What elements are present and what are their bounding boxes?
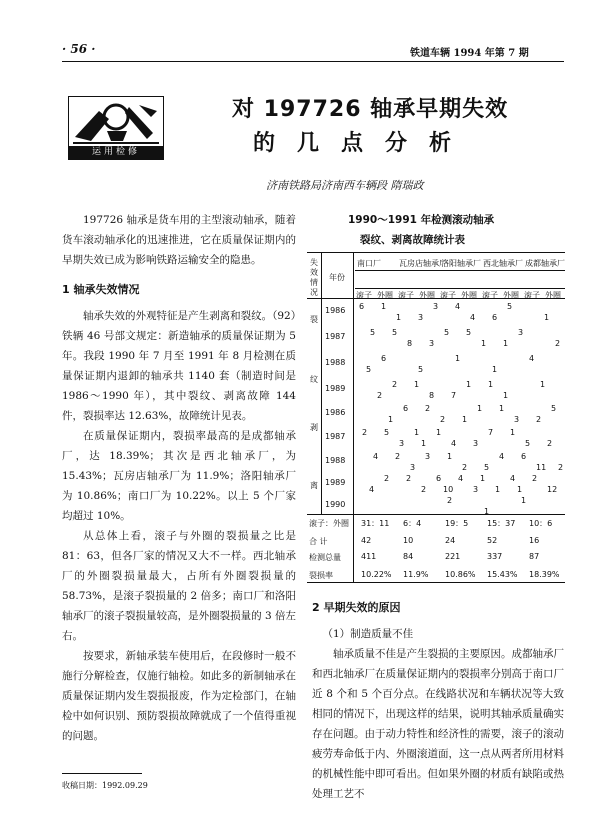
table-head-failure-type: 失效情况: [310, 258, 318, 297]
table-cell: 12: [547, 485, 558, 494]
part-header: 外圈: [461, 291, 477, 300]
table-cell: 2: [377, 391, 383, 400]
table-cell: 1: [421, 439, 427, 448]
table-bottom-rule: [307, 582, 565, 583]
left-column: [62, 210, 296, 746]
table-cell: 10: [443, 485, 454, 494]
summary-rates-cell: 15.43%: [487, 570, 518, 579]
table-cell: 4: [529, 354, 535, 363]
table-cell: 1: [466, 380, 472, 389]
failure-group-label: 纹: [310, 375, 318, 384]
table-cell: 5: [551, 404, 557, 413]
table-cell: 2: [536, 415, 542, 424]
table-cell: 4: [470, 313, 476, 322]
year-label: 1990: [325, 500, 346, 509]
summary-inspected-cell: 337: [487, 552, 503, 561]
summary-inspected-cell: 221: [445, 552, 461, 561]
table-cell: 2: [532, 474, 538, 483]
table-cell: 6: [492, 313, 498, 322]
year-label: 1986: [325, 306, 346, 315]
summary-inspected-cell: 411: [361, 552, 377, 561]
factory-header: 瓦房店轴承厂: [399, 259, 447, 268]
part-header: 外圈: [545, 291, 561, 300]
factory-header: 成都轴承厂: [525, 259, 565, 268]
year-label: 1989: [325, 478, 346, 487]
table-cell: 4: [451, 439, 457, 448]
table-cell: 3: [410, 463, 416, 472]
page-number: · 56 ·: [62, 42, 96, 56]
table-cell: 2: [558, 463, 564, 472]
table-cell: 4: [499, 452, 505, 461]
intro-paragraph: 197726 轴承是货车用的主型滚动轴承，随着货车滚动轴承化的迅速推进，它在质量保证期内的早期失效已成为影响铁路运输安全的隐患。: [62, 214, 296, 266]
table-cell: 1: [521, 496, 527, 505]
table-cell: 8: [429, 391, 435, 400]
summary-rates-cell: 10.86%: [445, 570, 476, 579]
table-cell: 5: [418, 365, 424, 374]
railway-maintenance-emblem-icon: [69, 97, 163, 146]
table-cell: 1: [517, 485, 523, 494]
table-cell: 3: [473, 439, 479, 448]
table-cell: 3: [418, 313, 424, 322]
failure-group-label: 离: [310, 481, 318, 490]
table-cell: 1: [414, 380, 420, 389]
failure-statistics-table: [307, 252, 565, 582]
table-cell: 6: [436, 474, 442, 483]
summary-ratios-cell: 6：4: [403, 519, 422, 528]
summary-rates-cell: 11.9%: [403, 570, 429, 579]
table-cell: 2: [395, 452, 401, 461]
table-cell: 2: [425, 404, 431, 413]
summary-label: 裂损率: [309, 571, 333, 580]
table-cell: 3: [425, 452, 431, 461]
section1-paragraph-2: 在质量保证期内，裂损率最高的是成都轴承厂，达 18.39%；其次是西北轴承厂，为 15.43%；瓦房店轴承厂为 11.9%；洛阳轴承厂为 10.86%；南口厂为 10.22%。以上 5 个厂家均超过 10%。: [62, 430, 296, 522]
section1-paragraph-3: 从总体上看，滚子与外圈的裂损量之比是 81：63，但各厂家的情况又大不一样。西北轴承厂的外圈裂损量最大，占所有外圈裂损量的 58.73%，是滚子裂损量的 2 倍多；南口厂和洛阳轴承厂的滚子裂损量较高，是外圈裂损量的 3 倍左右。: [62, 530, 296, 642]
right-column: [312, 598, 564, 804]
table-cell: 7: [488, 428, 494, 437]
part-header: 外圈: [503, 291, 519, 300]
table-cell: 2: [384, 474, 390, 483]
table-cell: 5: [484, 463, 490, 472]
summary-ratios-cell: 19：5: [445, 519, 469, 528]
table-cell: 6: [359, 302, 365, 311]
subsection1-heading: （1）制造质量不佳: [322, 628, 414, 640]
summary-ratios-cell: 31：11: [361, 519, 390, 528]
table-top-rule: [307, 252, 565, 253]
table-cell: 3: [518, 328, 524, 337]
year-label: 1989: [325, 384, 346, 393]
part-header: 外圈: [377, 291, 393, 300]
summary-totals-cell: 24: [445, 536, 456, 545]
failure-group-label: 剥: [310, 423, 318, 432]
table-cell: 1: [436, 428, 442, 437]
table-year-divider: [353, 252, 354, 582]
table-cell: 5: [507, 302, 513, 311]
summary-rates-cell: 18.39%: [529, 570, 560, 579]
table-cell: 1: [414, 428, 420, 437]
table-cell: 2: [362, 428, 368, 437]
table-cell: 4: [458, 474, 464, 483]
factory-header: 洛阳轴承厂: [441, 259, 481, 268]
journal-issue: 铁道车辆 1994 年第 7 期: [410, 48, 529, 59]
article-title-line2: 的几点分析: [253, 131, 474, 156]
table-cell: 5: [370, 328, 376, 337]
factory-header: 西北轴承厂: [483, 259, 523, 268]
table-cell: 3: [433, 302, 439, 311]
table-cell: 2: [547, 439, 553, 448]
header-rule: [62, 61, 564, 62]
table-cell: 2: [421, 485, 427, 494]
table-cell: 5: [444, 328, 450, 337]
table-cell: 6: [403, 404, 409, 413]
summary-totals-cell: 52: [487, 536, 498, 545]
table-cell: 1: [480, 474, 486, 483]
table-subhead-rule: [355, 288, 565, 289]
table-cell: 4: [373, 452, 379, 461]
table-cell: 2: [447, 496, 453, 505]
table-cell: 1: [381, 302, 387, 311]
table-head-year: 年份: [329, 273, 345, 282]
year-label: 1988: [325, 456, 346, 465]
table-cell: 1: [488, 380, 494, 389]
table-cell: 5: [525, 439, 531, 448]
part-header: 滚子: [440, 291, 456, 300]
summary-inspected-cell: 84: [403, 552, 414, 561]
summary-label: 检测总量: [309, 553, 341, 562]
table-cell: 5: [392, 328, 398, 337]
table-cell: 4: [455, 302, 461, 311]
section2-paragraph-1: 轴承质量不佳是产生裂损的主要原因。成都轴承厂和西北轴承厂在质量保证期内的裂损率分别高于南口厂近 8 个和 5 个百分点。在线路状况和车辆状况等大致相同的情况下，出现这样的结果，说明其轴承质量确实存在问题。由于动力特性和经济性的需要，滚子的滚动疲劳寿命低于内、外圈滚道面，这一点从两者所用材料的机械性能中即可看出。但如果外圈的材质有缺陷或热处理工艺不: [312, 648, 564, 800]
year-label: 1987: [325, 332, 346, 341]
part-header: 外圈: [419, 291, 435, 300]
table-cell: 1: [462, 415, 468, 424]
summary-totals-cell: 10: [403, 536, 414, 545]
table-cell: 2: [555, 339, 561, 348]
table-cell: 1: [544, 313, 550, 322]
table-cell: 1: [396, 313, 402, 322]
summary-label: 合 计: [309, 537, 328, 546]
summary-totals-cell: 16: [529, 536, 540, 545]
section1-paragraph-1: 轴承失效的外观特征是产生剥离和裂纹。（92）铁辆 46 号部文规定：新造轴承的质量保证期为 5 年。我段 1990 年 7 月至 1991 年 8 月检测在质量保证期内退卸的轴承共 1140 套（制造时间是 1986～1990 年），其中裂纹、剥离故障 144 件，裂损率达 12.63%，故障统计见表。: [62, 310, 296, 422]
summary-ratios-cell: 10：6: [529, 519, 553, 528]
part-header: 滚子: [482, 291, 498, 300]
table-cell: 6: [381, 354, 387, 363]
part-header: 滚子: [356, 291, 372, 300]
table-cell: 7: [451, 391, 457, 400]
footnote-rule: [62, 773, 142, 774]
table-cell: 1: [510, 428, 516, 437]
section1-paragraph-4: 按要求，新轴承装车使用后，在段修时一般不施行分解检查，仅施行轴检。如此多的新制轴承在质量保证期内发生裂损报废，作为定检部门，在轴检中如何识别、预防裂损故障就成了一个值得重视的问题。: [62, 650, 296, 742]
table-cell: 2: [406, 474, 412, 483]
section2-heading: 2 早期失效的原因: [312, 601, 401, 614]
table-cell: 2: [392, 380, 398, 389]
table-cell: 1: [503, 391, 509, 400]
factory-header: 南口厂: [357, 259, 381, 268]
table-cell: 1: [540, 380, 546, 389]
table-cell: 5: [466, 328, 472, 337]
table-cell: 4: [369, 485, 375, 494]
part-header: 滚子: [524, 291, 540, 300]
table-cell: 3: [399, 439, 405, 448]
table-cell: 5: [366, 365, 372, 374]
table-cell: 5: [384, 428, 390, 437]
year-label: 1988: [325, 358, 346, 367]
section-logo: [68, 96, 164, 160]
table-cell: 3: [429, 339, 435, 348]
table-summary-top-rule: [307, 514, 565, 515]
table-cell: 1: [481, 339, 487, 348]
part-header: 滚子: [398, 291, 414, 300]
section1-heading: 1 轴承失效情况: [62, 283, 140, 296]
year-label: 1987: [325, 432, 346, 441]
table-factory-rule: [355, 270, 565, 271]
table-cell: 1: [495, 485, 501, 494]
summary-label: 滚子：外圈: [309, 519, 349, 528]
table-cell: 4: [510, 474, 516, 483]
table-cell: 3: [473, 485, 479, 494]
table-cell: 1: [492, 365, 498, 374]
table-cell: 1: [447, 452, 453, 461]
table-cell: 8: [407, 339, 413, 348]
summary-totals-cell: 42: [361, 536, 372, 545]
table-type-divider: [321, 252, 322, 514]
table-cell: 1: [388, 415, 394, 424]
table-cell: 1: [477, 404, 483, 413]
table-title-line1: 1990～1991 年检测滚动轴承: [348, 214, 495, 226]
failure-group-label: 裂: [310, 315, 318, 324]
table-cell: 11: [536, 463, 547, 472]
table-cell: 2: [440, 415, 446, 424]
year-label: 1986: [325, 408, 346, 417]
table-title-line2: 裂纹、剥离故障统计表: [360, 234, 465, 246]
table-cell: 1: [503, 339, 509, 348]
table-cell: 1: [455, 354, 461, 363]
table-cell: 2: [462, 463, 468, 472]
table-cell: 3: [514, 415, 520, 424]
table-cell: 6: [521, 452, 527, 461]
article-title-line1: 对 197726 轴承早期失效: [232, 97, 509, 122]
summary-rates-cell: 10.22%: [361, 570, 392, 579]
table-cell: 1: [484, 507, 490, 516]
table-cell: 1: [499, 404, 505, 413]
summary-ratios-cell: 15：37: [487, 519, 516, 528]
summary-inspected-cell: 87: [529, 552, 540, 561]
article-author: 济南铁路局济南西车辆段 隋瑞政: [266, 179, 424, 192]
footnote-received-date: 收稿日期：1992.09.29: [62, 781, 148, 790]
logo-caption: 运用检修: [69, 146, 163, 159]
